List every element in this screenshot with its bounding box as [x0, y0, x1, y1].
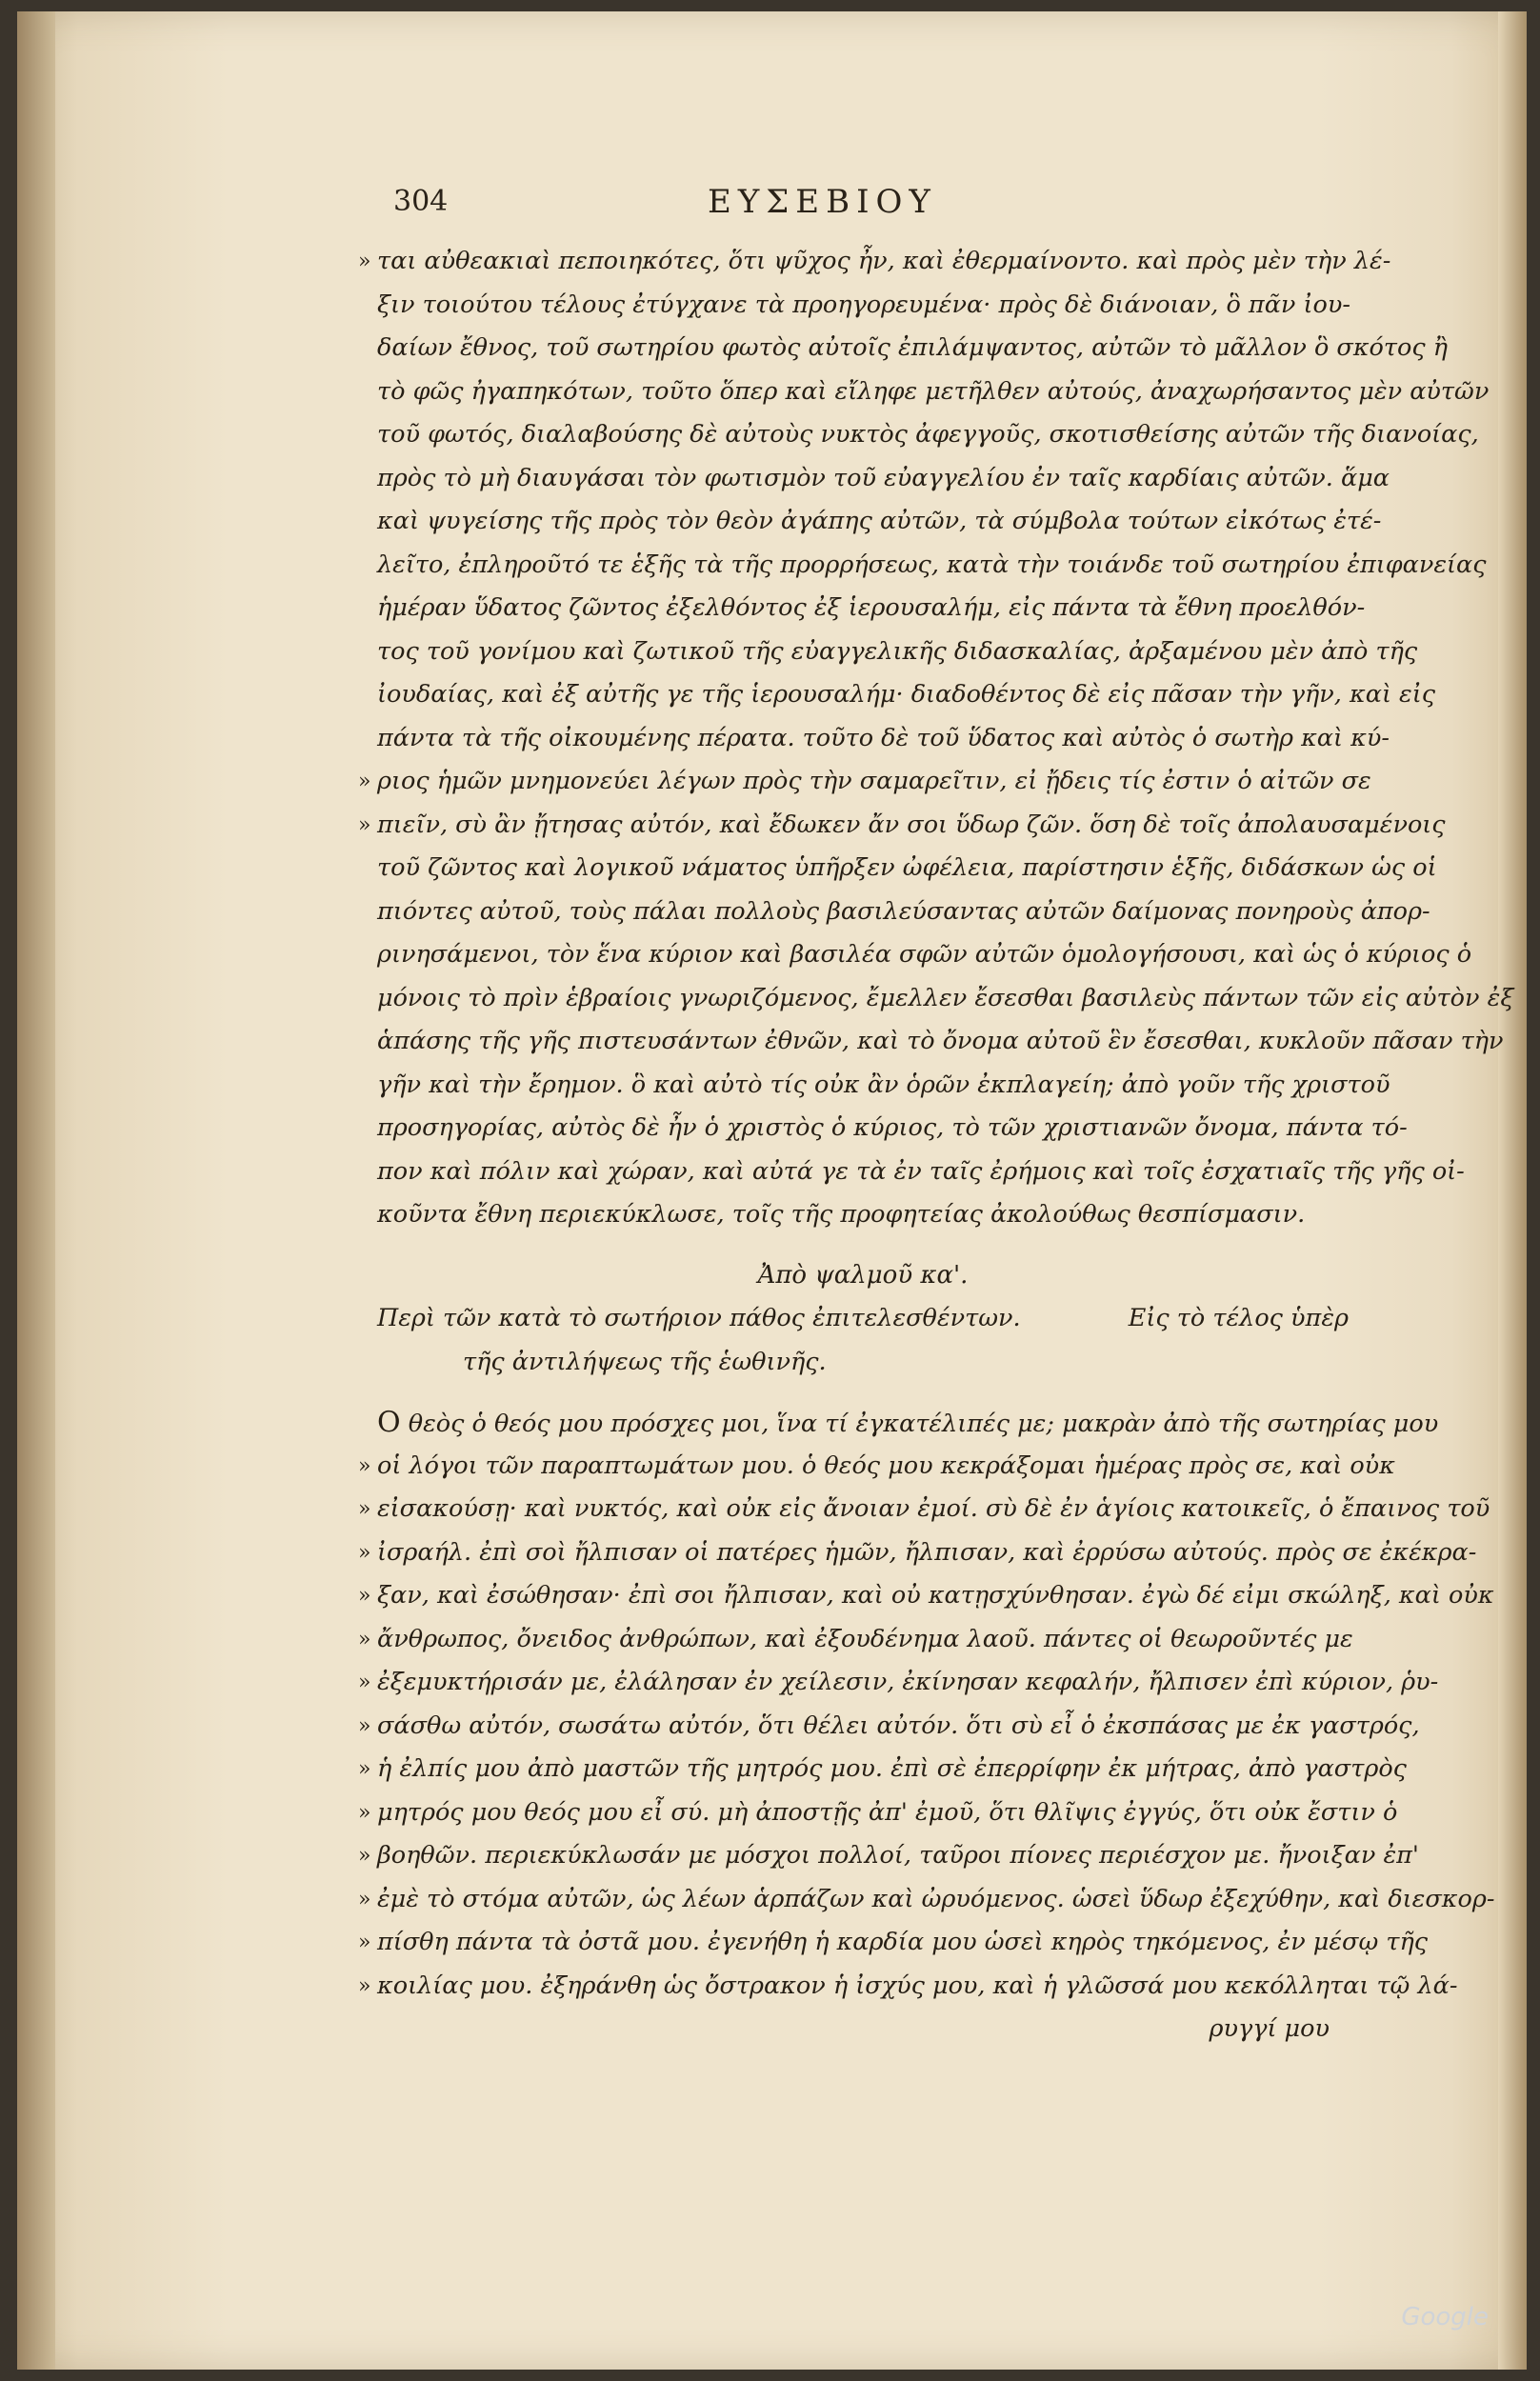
book-page: [17, 11, 1527, 2370]
page-header: [393, 185, 1393, 232]
line-text: μόνοις τὸ πρὶν ἑβραίοις γνωριζόμενος, ἔμελλεν ἔσεσθαι βασιλεὺς πάντων τῶν εἰς αὐτὸν ἐξ: [377, 983, 1514, 1012]
text-line: [377, 544, 1487, 588]
text-line: [358, 1531, 1477, 1575]
line-text: τὸ φῶς ἠγαπηκότων, τοῦτο ὅπερ καὶ εἴληφε μετῆλθεν αὐτούς, ἀναχωρήσαντος μὲν αὐτῶν: [377, 376, 1490, 406]
line-text: βοηθῶν. περιεκύκλωσάν με μόσχοι πολλοί, ταῦροι πίονες περιέσχον με. ἤνοιξαν ἐπ': [377, 1841, 1419, 1870]
quote-mark: »: [358, 1800, 371, 1825]
text-line: [377, 370, 1490, 414]
line-text: πίσθη πάντα τὰ ὀστᾶ μου. ἐγενήθη ἡ καρδία μου ὡσεὶ κηρὸς τηκόμενος, ἐν μέσῳ τῆς: [377, 1928, 1429, 1956]
quote-mark: »: [358, 1973, 371, 1998]
text-line: [358, 1574, 1494, 1618]
line-text: πιόντες αὐτοῦ, τοὺς πάλαι πολλοὺς βασιλεύσαντας αὐτῶν δαίμονας πονηροὺς ἀπορ-: [377, 896, 1430, 926]
line-text: πάντα τὰ τῆς οἰκουμένης πέρατα. τοῦτο δὲ τοῦ ὕδατος καὶ αὐτὸς ὁ σωτὴρ καὶ κύ-: [377, 723, 1390, 752]
text-line: [358, 1791, 1398, 1835]
scan-watermark: Google: [1401, 2303, 1489, 2331]
text-line: [358, 804, 1446, 848]
line-text: προσηγορίας, αὐτὸς δὲ ἦν ὁ χριστὸς ὁ κύριος, τὸ τῶν χριστιανῶν ὄνομα, πάντα τό-: [377, 1113, 1408, 1142]
quote-mark: »: [358, 1627, 371, 1651]
line-text: ἄνθρωπος, ὄνειδος ἀνθρώπων, καὶ ἐξουδένημα λαοῦ. πάντες οἱ θεωροῦντές με: [377, 1624, 1353, 1653]
text-line: [377, 1064, 1390, 1108]
text-line: [358, 1834, 1419, 1878]
quote-mark: »: [358, 1497, 371, 1521]
text-line: [358, 1445, 1395, 1489]
quote-mark: »: [358, 1757, 371, 1781]
line-text: πρὸς τὸ μὴ διαυγάσαι τὸν φωτισμὸν τοῦ εὐαγγελίου ἐν ταῖς καρδίαις αὐτῶν. ἅμα: [377, 463, 1390, 492]
quote-mark: »: [358, 770, 371, 793]
text-line: [377, 500, 1382, 544]
page-number: 304: [393, 185, 449, 218]
text-line: [377, 890, 1430, 934]
line-text: ἐξεμυκτήρισάν με, ἐλάλησαν ἐν χείλεσιν, ἐκίνησαν κεφαλήν, ἤλπισεν ἐπὶ κύριον, ῥυ-: [377, 1668, 1439, 1696]
psalm-subheading-right: Εἰς τὸ τέλος ὑπὲρ: [1128, 1304, 1349, 1332]
quote-mark: »: [358, 1671, 371, 1694]
line-text: ται αὐθεακιαὶ πεποιηκότες, ὅτι ψῦχος ἦν, καὶ ἐθερμαίνοντο. καὶ πρὸς μὲν τὴν λέ-: [377, 247, 1391, 275]
text-line: [377, 933, 1472, 977]
text-line: [377, 717, 1390, 761]
line-text: δαίων ἔθνος, τοῦ σωτηρίου φωτὸς αὐτοῖς ἐπιλάμψαντος, αὐτῶν τὸ μᾶλλον ὃ σκότος ἢ: [377, 333, 1449, 362]
text-line: [377, 587, 1366, 630]
text-line: [377, 977, 1514, 1021]
text-block: [358, 240, 1514, 2051]
psalm-text: [358, 1401, 1495, 2008]
text-line: [358, 1705, 1420, 1749]
line-text: κοιλίας μου. ἐξηράνθη ὡς ὄστρακον ἡ ἰσχύς μου, καὶ ἡ γλῶσσά μου κεκόλληται τῷ λά-: [377, 1971, 1458, 2000]
text-line: [358, 1921, 1429, 1965]
line-text: ἁπάσης τῆς γῆς πιστευσάντων ἐθνῶν, καὶ τὸ ὄνομα αὐτοῦ ἓν ἔσεσθαι, κυκλοῦν πᾶσαν τὴν: [377, 1027, 1504, 1055]
commentary-section: [358, 240, 1514, 1237]
quote-mark: »: [358, 1540, 371, 1565]
psalm-subheading-line2: τῆς ἀντιλήψεως τῆς ἑωθινῆς.: [463, 1347, 827, 1376]
line-text: ξαν, καὶ ἐσώθησαν· ἐπὶ σοι ἤλπισαν, καὶ οὐ κατῃσχύνθησαν. ἐγὼ δέ εἰμι σκώληξ, καὶ οὐκ: [377, 1581, 1494, 1610]
line-text: ἡμέραν ὕδατος ζῶντος ἐξελθόντος ἐξ ἱερουσαλήμ, εἰς πάντα τὰ ἔθνη προελθόν-: [377, 593, 1366, 622]
text-line: [377, 630, 1418, 674]
quote-mark: »: [358, 1584, 371, 1608]
line-text: ρινησάμενοι, τὸν ἕνα κύριον καὶ βασιλέα σφῶν αὐτῶν ὁμολογήσουσι, καὶ ὡς ὁ κύριος ὁ: [377, 940, 1472, 969]
text-line: [358, 760, 1371, 804]
text-line: [377, 847, 1437, 890]
line-text: κοῦντα ἔθνη περιεκύκλωσε, τοῖς τῆς προφητείας ἀκολούθως θεσπίσμασιν.: [377, 1200, 1306, 1229]
text-line: [377, 327, 1449, 370]
line-text: λεῖτο, ἐπληροῦτό τε ἑξῆς τὰ τῆς προρρήσεως, κατὰ τὴν τοιάνδε τοῦ σωτηρίου ἐπιφανείας: [377, 550, 1487, 579]
line-text: γῆν καὶ τὴν ἔρημον. ὃ καὶ αὐτὸ τίς οὐκ ἂν ὁρῶν ἐκπλαγείη; ἀπὸ γοῦν τῆς χριστοῦ: [377, 1070, 1390, 1099]
text-line: [358, 1748, 1407, 1791]
quote-mark: »: [358, 1713, 371, 1738]
book-spine-shadow: [17, 11, 55, 2370]
line-text: τοῦ φωτός, διαλαβούσης δὲ αὐτοὺς νυκτὸς ἀφεγγοῦς, σκοτισθείσης αὐτῶν τῆς διανοίας,: [377, 420, 1479, 449]
line-text: πιεῖν, σὺ ἂν ᾔτησας αὐτόν, καὶ ἔδωκεν ἄν σοι ὕδωρ ζῶν. ὅση δὲ τοῖς ἀπολαυσαμένοις: [377, 810, 1446, 839]
line-text: θεὸς ὁ θεός μου πρόσχες μοι, ἵνα τί ἐγκατέλιπές με; μακρὰν ἀπὸ τῆς σωτηρίας μου: [408, 1410, 1439, 1438]
line-text: εἰσακούσῃ· καὶ νυκτός, καὶ οὐκ εἰς ἄνοιαν ἐμοί. σὺ δὲ ἐν ἁγίοις κατοικεῖς, ὁ ἔπαινος τοῦ: [377, 1494, 1490, 1523]
text-line: [358, 1661, 1439, 1705]
text-line: [358, 240, 1391, 284]
text-line: [358, 1965, 1458, 2009]
line-text: ξιν τοιούτου τέλους ἐτύγχανε τὰ προηγορευμένα· πρὸς δὲ διάνοιαν, ὃ πᾶν ἰου-: [377, 290, 1350, 319]
quote-mark: »: [358, 1887, 371, 1911]
quote-mark: »: [358, 1844, 371, 1868]
line-text: ἡ ἐλπίς μου ἀπὸ μαστῶν τῆς μητρός μου. ἐπὶ σὲ ἐπερρίφην ἐκ μήτρας, ἀπὸ γαστρὸς: [377, 1754, 1407, 1783]
text-line: [377, 1020, 1504, 1064]
text-line: [377, 284, 1349, 328]
psalm-subheading: [377, 1297, 1349, 1341]
line-text: οἱ λόγοι τῶν παραπτωμάτων μου. ὁ θεός μου κεκράξομαι ἡμέρας πρὸς σε, καὶ οὐκ: [377, 1451, 1395, 1480]
line-text: ἐμὲ τὸ στόμα αὐτῶν, ὡς λέων ἁρπάζων καὶ ὠρυόμενος. ὡσεὶ ὕδωρ ἐξεχύθην, καὶ διεσκορ-: [377, 1884, 1495, 1913]
text-line: [377, 413, 1479, 457]
line-text: καὶ ψυγείσης τῆς πρὸς τὸν θεὸν ἀγάπης αὐτῶν, τὰ σύμβολα τούτων εἰκότως ἐτέ-: [377, 507, 1382, 535]
psalm-subheading-left: Περὶ τῶν κατὰ τὸ σωτήριον πάθος ἐπιτελεσθέντων.: [377, 1304, 1021, 1332]
quote-mark: »: [358, 1453, 371, 1478]
text-line: [377, 1193, 1349, 1237]
running-title: ΕΥΣΕΒΙΟΥ: [708, 183, 937, 221]
catchword: ρυγγί μου: [1209, 2014, 1330, 2043]
line-text: σάσθω αὐτόν, σωσάτω αὐτόν, ὅτι θέλει αὐτόν. ὅτι σὺ εἶ ὁ ἐκσπάσας με ἐκ γαστρός,: [377, 1711, 1420, 1740]
quote-mark: »: [358, 1931, 371, 1954]
text-line: [377, 1401, 1439, 1445]
line-text: μητρός μου θεός μου εἶ σύ. μὴ ἀποστῇς ἀπ' ἐμοῦ, ὅτι θλῖψις ἐγγύς, ὅτι οὐκ ἔστιν ὁ: [377, 1797, 1398, 1827]
text-line: [358, 1878, 1495, 1922]
line-text: τοῦ ζῶντος καὶ λογικοῦ νάματος ὑπῆρξεν ὠφέλεια, παρίστησιν ἑξῆς, διδάσκων ὡς οἱ: [377, 853, 1437, 882]
text-line: [358, 1488, 1490, 1531]
psalm-heading: Ἀπὸ ψαλμοῦ κα'.: [757, 1260, 969, 1290]
page-edge-shadow: [1498, 11, 1527, 2370]
text-line: [377, 673, 1436, 717]
text-line: [377, 457, 1390, 501]
text-line: [377, 1150, 1465, 1194]
quote-mark: »: [358, 250, 371, 273]
line-text: τος τοῦ γονίμου καὶ ζωτικοῦ τῆς εὐαγγελικῆς διδασκαλίας, ἀρξαμένου μὲν ἀπὸ τῆς: [377, 636, 1418, 666]
text-line: [358, 1618, 1353, 1662]
initial-letter: Ο: [377, 1406, 401, 1439]
text-line: [377, 1107, 1408, 1150]
line-text: ἰουδαίας, καὶ ἐξ αὐτῆς γε τῆς ἱερουσαλήμ· διαδοθέντος δὲ εἰς πᾶσαν τὴν γῆν, καὶ εἰς: [377, 680, 1436, 709]
line-text: πον καὶ πόλιν καὶ χώραν, καὶ αὐτά γε τὰ ἐν ταῖς ἐρήμοις καὶ τοῖς ἐσχατιαῖς τῆς γῆς οἰ-: [377, 1156, 1465, 1186]
quote-mark: »: [358, 812, 371, 837]
line-text: ἰσραήλ. ἐπὶ σοὶ ἤλπισαν οἱ πατέρες ἡμῶν, ἤλπισαν, καὶ ἐρρύσω αὐτούς. πρὸς σε ἐκέκρα-: [377, 1537, 1477, 1567]
line-text: ριος ἡμῶν μνημονεύει λέγων πρὸς τὴν σαμαρεῖτιν, εἰ ᾔδεις τίς ἐστιν ὁ αἰτῶν σε: [377, 767, 1371, 795]
